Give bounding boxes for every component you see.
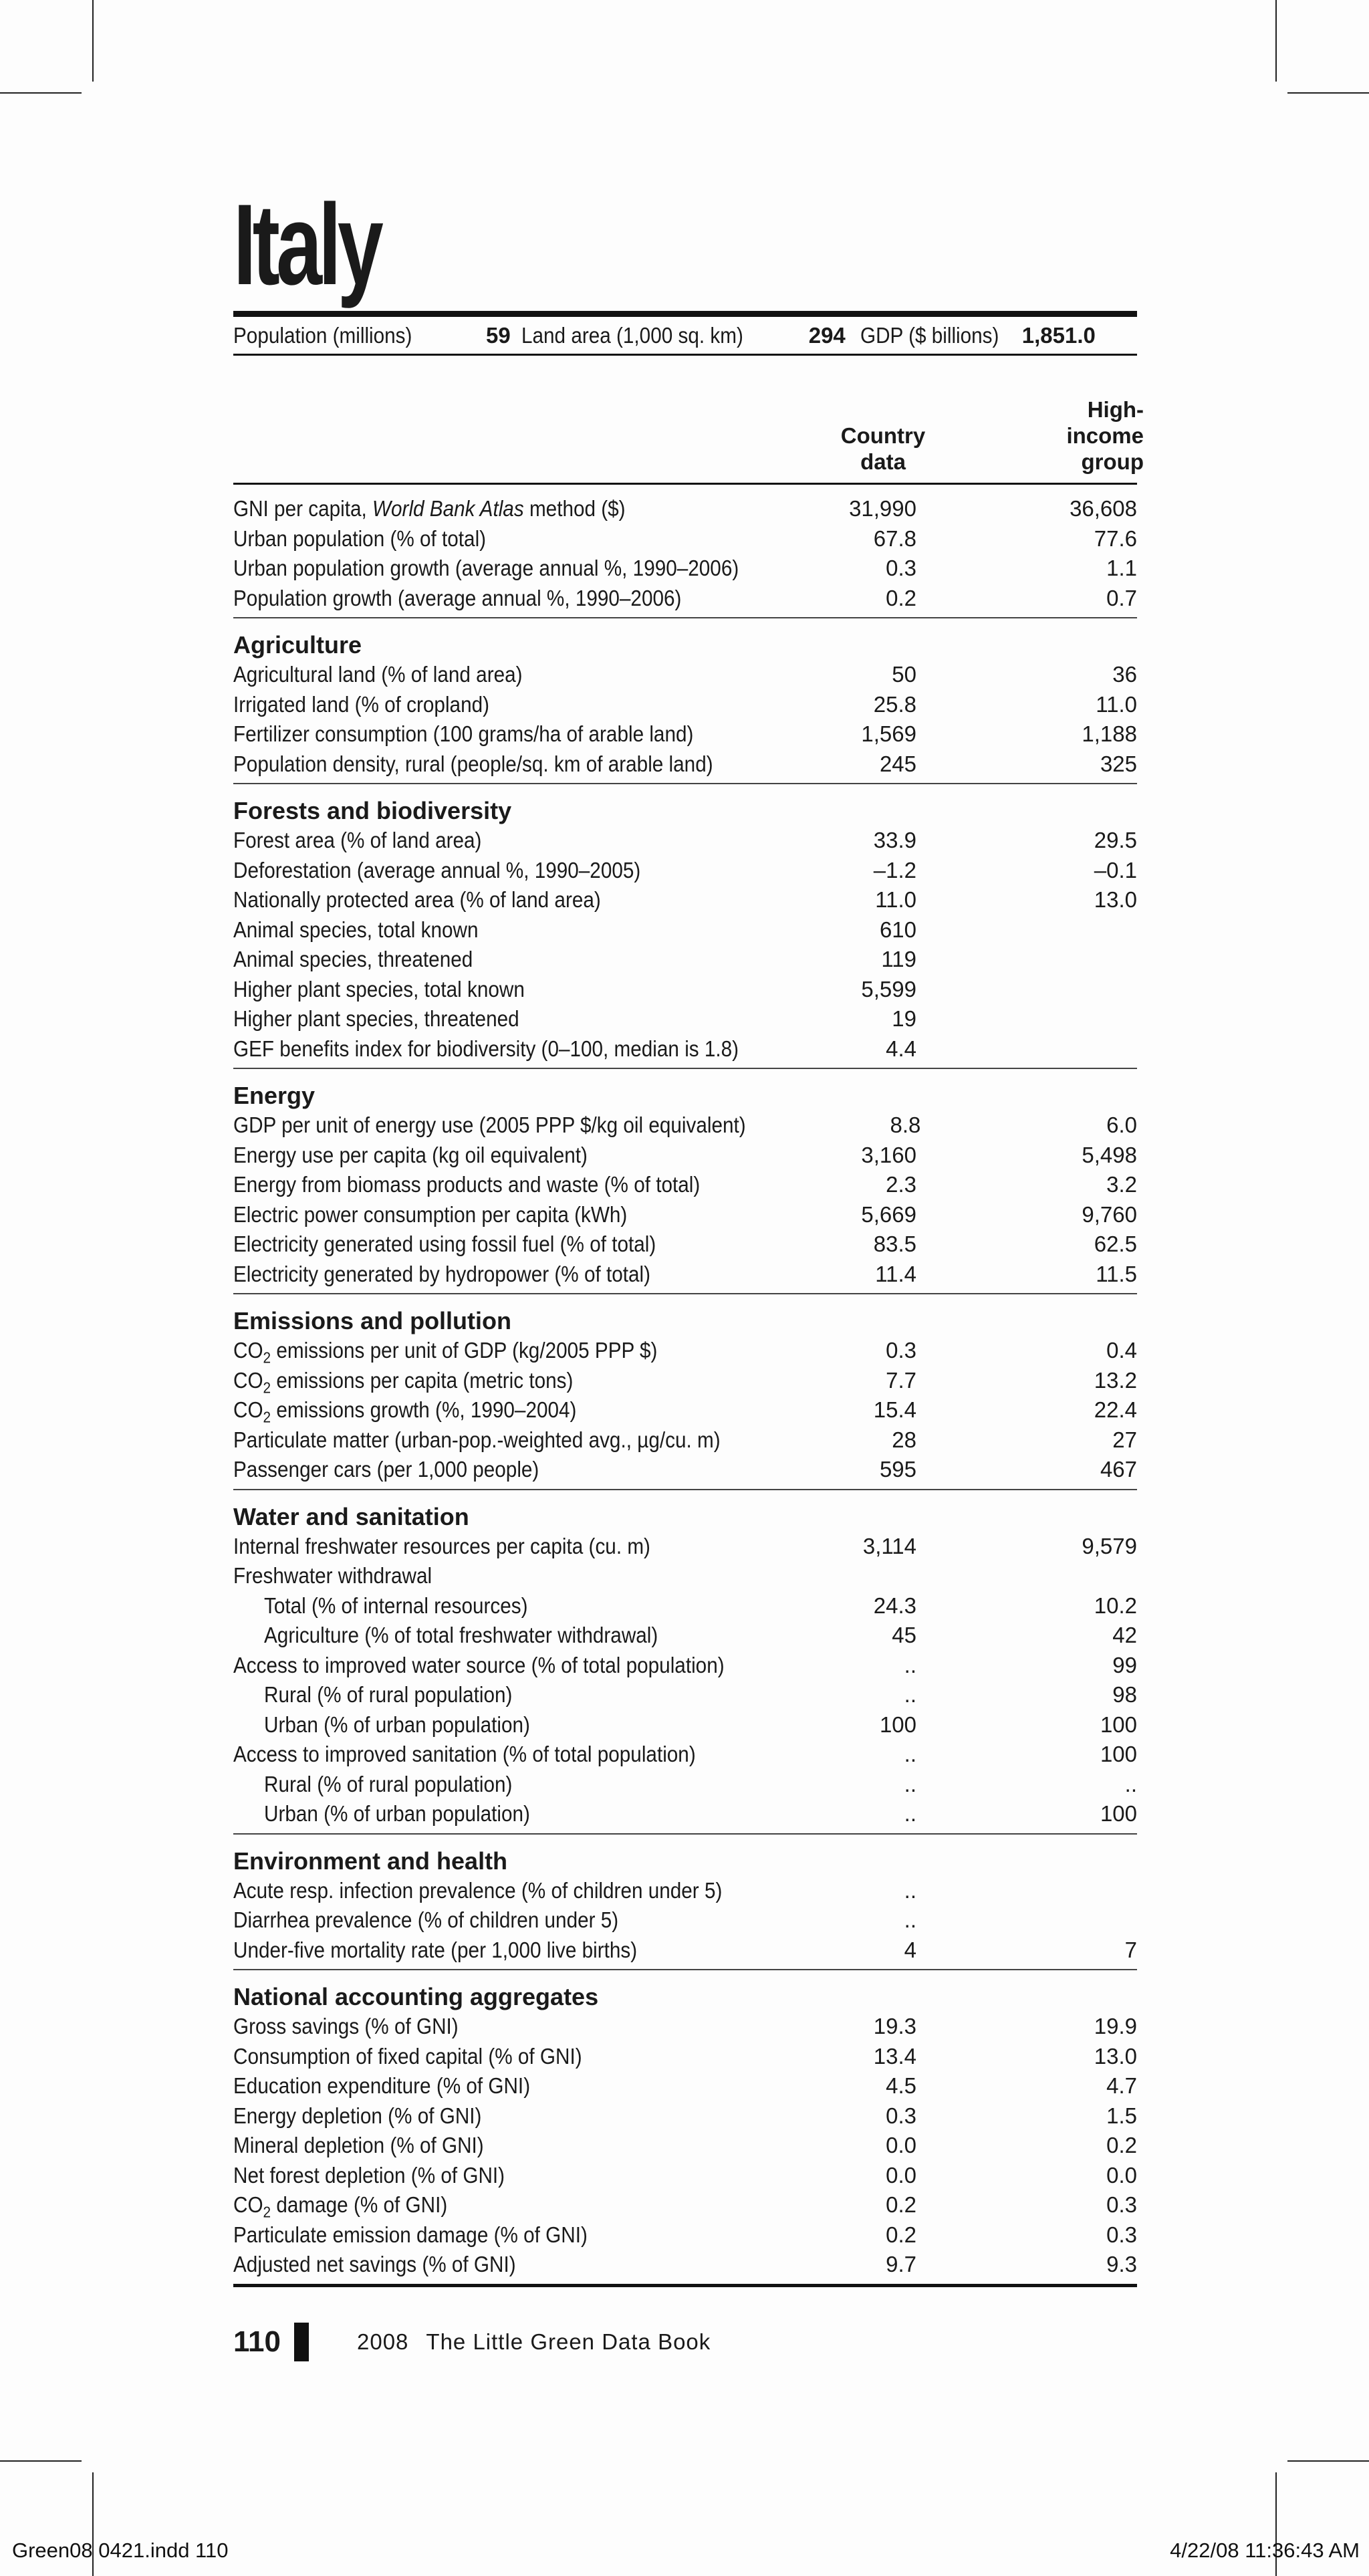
country-value: 13.4 — [873, 2043, 916, 2069]
table-row — [233, 554, 1137, 584]
row-label: Higher plant species, total known — [233, 976, 525, 1002]
group-value — [916, 1561, 1137, 1591]
group-value: 0.7 — [1106, 585, 1137, 610]
group-value — [916, 1034, 1137, 1064]
country-value: 25.8 — [873, 691, 916, 717]
group-value — [916, 1004, 1137, 1034]
row-label: Under-five mortality rate (per 1,000 live births) — [233, 1937, 638, 1962]
country-value: 24.3 — [873, 1593, 916, 1618]
country-value: 7.7 — [886, 1367, 916, 1393]
row-label: Energy use per capita (kg oil equivalent) — [233, 1142, 588, 1167]
country-value: .. — [904, 1682, 916, 1707]
country-value: 0.3 — [886, 2103, 916, 2128]
country-value: 3,160 — [861, 1142, 916, 1167]
country-value: 3,114 — [862, 1533, 916, 1558]
group-value: 29.5 — [1094, 828, 1137, 852]
country-value: 50 — [892, 662, 916, 687]
row-label: Mineral depletion (% of GNI) — [233, 2133, 484, 2157]
country-value: 67.8 — [873, 525, 916, 551]
group-value: 9,579 — [1082, 1533, 1137, 1558]
group-value: 0.3 — [1106, 2222, 1137, 2247]
group-value: 1,188 — [1082, 721, 1137, 746]
country-value: 0.3 — [886, 1338, 916, 1363]
row-label: Forest area (% of land area) — [233, 828, 482, 852]
table-row — [233, 2250, 1137, 2280]
table-row — [233, 1740, 1137, 1770]
group-value: 10.2 — [1094, 1593, 1137, 1618]
group-value: 1.5 — [1106, 2103, 1137, 2128]
row-label: Acute resp. infection prevalence (% of children under 5) — [233, 1877, 723, 1903]
population-value: 59 — [486, 322, 511, 348]
row-label: Internal freshwater resources per capita (cu. m) — [233, 1533, 650, 1558]
country-value: 610 — [879, 917, 916, 942]
country-value: 9.7 — [886, 2252, 916, 2276]
section-title: Environment and health — [233, 1847, 508, 1875]
section-agriculture — [233, 618, 1137, 783]
column-headers — [233, 356, 1144, 483]
table-row — [233, 945, 1137, 975]
table-row — [233, 1110, 1137, 1141]
table-row — [233, 1395, 1137, 1425]
group-value: .. — [1124, 1771, 1137, 1796]
group-value: 22.4 — [1094, 1397, 1137, 1422]
group-value: 13.0 — [1094, 887, 1137, 912]
table-row — [233, 1876, 1137, 1906]
row-label: Electric power consumption per capita (kWh) — [233, 1201, 628, 1227]
slug-timestamp: 4/22/08 11:36:43 AM — [1170, 2539, 1360, 2562]
table-row — [233, 826, 1137, 856]
table-row — [233, 1621, 1137, 1651]
group-value: 4.7 — [1106, 2073, 1137, 2098]
table-row — [233, 2190, 1137, 2220]
country-value: 1,569 — [861, 721, 916, 746]
row-label: Deforestation (average annual %, 1990–2005) — [233, 857, 641, 883]
country-value: .. — [904, 1771, 916, 1796]
group-value: 27 — [1112, 1427, 1137, 1452]
table-row — [233, 1260, 1137, 1290]
row-label: Population density, rural (people/sq. km of arable land) — [233, 751, 713, 776]
table-row — [233, 2042, 1137, 2072]
row-label: Rural (% of rural population) — [264, 1682, 513, 1707]
country-value: 0.3 — [886, 556, 916, 580]
group-value — [916, 1876, 1137, 1906]
row-label: Energy from biomass products and waste (% of total) — [233, 1172, 701, 1197]
table-row — [233, 1200, 1137, 1230]
country-value: 15.4 — [873, 1397, 916, 1422]
section-title: National accounting aggregates — [233, 1983, 599, 2010]
table-row — [233, 584, 1137, 614]
gdp-label: GDP ($ billions) — [860, 322, 999, 348]
country-value: 5,669 — [861, 1201, 916, 1227]
country-value: 595 — [879, 1457, 916, 1482]
title-rule — [233, 311, 1137, 317]
country-value: 2.3 — [886, 1172, 916, 1197]
summary-bar — [233, 317, 1137, 354]
group-value: 3.2 — [1106, 1172, 1137, 1197]
table-row — [233, 856, 1137, 886]
country-value: 5,599 — [861, 976, 916, 1002]
table-row — [233, 1591, 1137, 1621]
table-row — [233, 1770, 1137, 1800]
table-row — [233, 1336, 1137, 1366]
table-row — [233, 1651, 1137, 1681]
table-row — [233, 2101, 1137, 2131]
row-label: $CO_2$ emissions per capita (metric tons) — [233, 1367, 574, 1397]
page-number-bar — [294, 2323, 309, 2361]
country-value: 0.2 — [886, 2222, 916, 2247]
table-row — [233, 1004, 1137, 1034]
group-value: 13.2 — [1094, 1367, 1137, 1393]
group-value: 100 — [1100, 1801, 1137, 1826]
group-value: 5,498 — [1082, 1142, 1137, 1167]
group-value: 11.0 — [1096, 691, 1137, 717]
group-value: 0.2 — [1106, 2133, 1137, 2157]
group-value: 36,608 — [1070, 496, 1137, 521]
group-value: 0.4 — [1106, 1338, 1137, 1363]
country-value: 28 — [892, 1427, 916, 1452]
country-value: .. — [904, 1877, 916, 1903]
group-value — [916, 1905, 1137, 1936]
row-label: Total (% of internal resources) — [264, 1593, 528, 1618]
row-label: Access to improved water source (% of total population) — [233, 1652, 725, 1677]
row-label: Urban population (% of total) — [233, 525, 487, 551]
country-value: 11.0 — [875, 887, 916, 912]
crop-mark — [1275, 0, 1277, 82]
country-value: 8.8 — [890, 1113, 921, 1137]
section-energy — [233, 1069, 1137, 1293]
country-value: –1.2 — [873, 857, 916, 883]
crop-mark — [1287, 2460, 1369, 2462]
country-value: .. — [904, 1801, 916, 1826]
overview-block — [233, 485, 1137, 617]
table-row — [233, 915, 1137, 945]
section-title: Forests and biodiversity — [233, 797, 512, 824]
group-value: 467 — [1100, 1457, 1137, 1482]
country-value: 4.5 — [886, 2073, 916, 2098]
table-row — [233, 1799, 1137, 1829]
group-value: –0.1 — [1094, 857, 1137, 883]
row-label: Irrigated land (% of cropland) — [233, 691, 490, 717]
land-area-value: 294 — [808, 322, 846, 348]
table-row — [233, 1561, 1137, 1591]
row-label: GNI per capita, World Bank Atlas method ($) — [233, 496, 626, 521]
group-value: 9.3 — [1106, 2252, 1137, 2276]
row-label: Particulate emission damage (% of GNI) — [233, 2222, 588, 2247]
crop-mark — [0, 2460, 82, 2462]
page-content — [233, 181, 1144, 2362]
row-label: Urban (% of urban population) — [264, 1801, 530, 1826]
group-value: 100 — [1100, 1742, 1137, 1766]
crop-mark — [0, 92, 82, 94]
group-value: 9,760 — [1082, 1201, 1137, 1227]
group-value — [916, 915, 1137, 945]
country-value: 0.2 — [886, 585, 916, 610]
slug-filename: Green08 0421.indd 110 — [12, 2539, 229, 2562]
section-environment-and-health — [233, 1835, 1137, 1970]
table-row — [233, 749, 1137, 780]
crop-mark — [1287, 92, 1369, 94]
country-value: 19.3 — [873, 2014, 916, 2038]
table-row — [233, 1905, 1137, 1936]
footer-book-title: The Little Green Data Book — [426, 2329, 711, 2354]
row-label: Population growth (average annual %, 1990–2006) — [233, 585, 682, 610]
row-label: Net forest depletion (% of GNI) — [233, 2162, 505, 2188]
group-value: 98 — [1112, 1682, 1137, 1707]
row-label: Urban (% of urban population) — [264, 1712, 530, 1737]
country-data-header: Country data — [840, 423, 926, 474]
table-row — [233, 660, 1137, 690]
page-title: Italy — [233, 181, 380, 309]
country-value: 4 — [904, 1937, 916, 1962]
group-value: 13.0 — [1094, 2043, 1137, 2069]
gdp-value: 1,851.0 — [1021, 322, 1096, 348]
table-row — [233, 524, 1137, 554]
table-row — [233, 2161, 1137, 2191]
row-label: Freshwater withdrawal — [233, 1563, 432, 1588]
row-label: Agriculture (% of total freshwater withdrawal) — [264, 1623, 658, 1647]
group-value: 42 — [1112, 1623, 1137, 1647]
country-value: 31,990 — [849, 496, 916, 521]
group-value: 6.0 — [1106, 1113, 1137, 1137]
table-row — [233, 1936, 1137, 1966]
section-emissions-and-pollution — [233, 1294, 1137, 1489]
country-value: 33.9 — [873, 828, 916, 852]
country-value: .. — [904, 1652, 916, 1677]
group-value: 0.0 — [1106, 2162, 1137, 2188]
row-label: $CO_2$ damage (% of GNI) — [233, 2192, 448, 2221]
section-title: Energy — [233, 1082, 316, 1109]
group-value: 325 — [1100, 751, 1137, 776]
row-label: $CO_2$ emissions growth (%, 1990–2004) — [233, 1397, 577, 1426]
section-title: Agriculture — [233, 631, 362, 659]
table-row — [233, 1034, 1137, 1064]
row-label: GDP per unit of energy use (2005 PPP $/kg oil equivalent) — [233, 1113, 746, 1137]
row-label: Consumption of fixed capital (% of GNI) — [233, 2043, 582, 2069]
group-value: 7 — [1124, 1937, 1137, 1962]
section-title: Water and sanitation — [233, 1502, 469, 1530]
country-value: .. — [904, 1742, 916, 1766]
table-row — [233, 2220, 1137, 2250]
row-label: Agricultural land (% of land area) — [233, 662, 523, 687]
page-number: 110 — [233, 2325, 281, 2358]
country-value: 0.2 — [886, 2192, 916, 2217]
group-value: 1.1 — [1106, 556, 1137, 580]
table-row — [233, 1366, 1137, 1396]
row-label: Fertilizer consumption (100 grams/ha of arable land) — [233, 721, 694, 746]
group-value: 0.3 — [1106, 2192, 1137, 2217]
group-value — [916, 975, 1137, 1005]
table-row — [233, 885, 1137, 915]
row-label: Electricity generated by hydropower (% of total) — [233, 1261, 650, 1286]
row-label: Passenger cars (per 1,000 people) — [233, 1457, 539, 1482]
footer-year: 2008 — [356, 2329, 409, 2354]
group-value — [916, 945, 1137, 975]
section-title: Emissions and pollution — [233, 1307, 512, 1334]
table-row — [233, 1141, 1137, 1171]
row-label: Rural (% of rural population) — [264, 1771, 513, 1796]
table-row — [233, 1230, 1137, 1260]
table-row — [233, 1710, 1137, 1740]
table-row — [233, 975, 1137, 1005]
row-label: Energy depletion (% of GNI) — [233, 2103, 482, 2128]
country-value: 0.0 — [886, 2162, 916, 2188]
row-label: GEF benefits index for biodiversity (0–100, median is 1.8) — [233, 1036, 739, 1061]
table-row — [233, 1680, 1137, 1710]
country-value: 19 — [892, 1006, 916, 1031]
group-value: 36 — [1112, 662, 1137, 687]
table-row — [233, 690, 1137, 720]
section-water-and-sanitation — [233, 1490, 1137, 1833]
group-value: 19.9 — [1094, 2014, 1137, 2038]
row-label: Higher plant species, threatened — [233, 1006, 519, 1031]
country-value: 100 — [879, 1712, 916, 1737]
country-value — [796, 1561, 916, 1591]
row-label: Access to improved sanitation (% of total population) — [233, 1742, 696, 1766]
row-label: Nationally protected area (% of land area) — [233, 887, 601, 912]
table-row — [233, 1455, 1137, 1485]
group-value: 100 — [1100, 1712, 1137, 1737]
table-row — [233, 494, 1137, 524]
table-row — [233, 2131, 1137, 2161]
row-label: Electricity generated using fossil fuel (% of total) — [233, 1232, 656, 1256]
high-income-group-header: High- income group — [1066, 397, 1144, 474]
group-value: 77.6 — [1094, 525, 1137, 551]
indicator-table — [233, 485, 1137, 2284]
table-row — [233, 2012, 1137, 2042]
population-label: Population (millions) — [233, 322, 412, 348]
country-value: 11.4 — [875, 1261, 916, 1286]
table-row — [233, 719, 1137, 749]
row-label: Diarrhea prevalence (% of children under 5) — [233, 1907, 619, 1932]
row-label: Animal species, total known — [233, 917, 479, 942]
row-label: Adjusted net savings (% of GNI) — [233, 2252, 516, 2276]
row-label: Particulate matter (urban-pop.-weighted avg., µg/cu. m) — [233, 1427, 721, 1452]
row-label: Gross savings (% of GNI) — [233, 2014, 459, 2038]
table-row — [233, 1532, 1137, 1562]
row-label: Education expenditure (% of GNI) — [233, 2073, 531, 2098]
row-label: $CO_2$ emissions per unit of GDP (kg/2005 PPP $) — [233, 1338, 658, 1367]
country-value: .. — [904, 1907, 916, 1932]
section-national-accounting-aggregates — [233, 1970, 1137, 2284]
country-value: 83.5 — [873, 1232, 916, 1256]
table-row — [233, 2071, 1137, 2101]
table-bottom-rule — [233, 2284, 1137, 2287]
country-value: 245 — [879, 751, 916, 776]
crop-mark — [92, 0, 94, 82]
table-row — [233, 1425, 1137, 1455]
section-forests-and-biodiversity — [233, 784, 1137, 1068]
row-label: Animal species, threatened — [233, 947, 473, 971]
group-value: 99 — [1112, 1652, 1137, 1677]
land-area-label: Land area (1,000 sq. km) — [521, 322, 743, 348]
page-footer — [233, 2322, 1137, 2362]
row-label: Urban population growth (average annual %, 1990–2006) — [233, 556, 739, 580]
group-value: 11.5 — [1096, 1261, 1137, 1286]
table-row — [233, 1170, 1137, 1200]
country-value: 119 — [881, 947, 916, 971]
group-value: 62.5 — [1094, 1232, 1137, 1256]
country-value: 4.4 — [886, 1036, 916, 1061]
country-value: 45 — [892, 1623, 916, 1647]
country-value: 0.0 — [886, 2133, 916, 2157]
